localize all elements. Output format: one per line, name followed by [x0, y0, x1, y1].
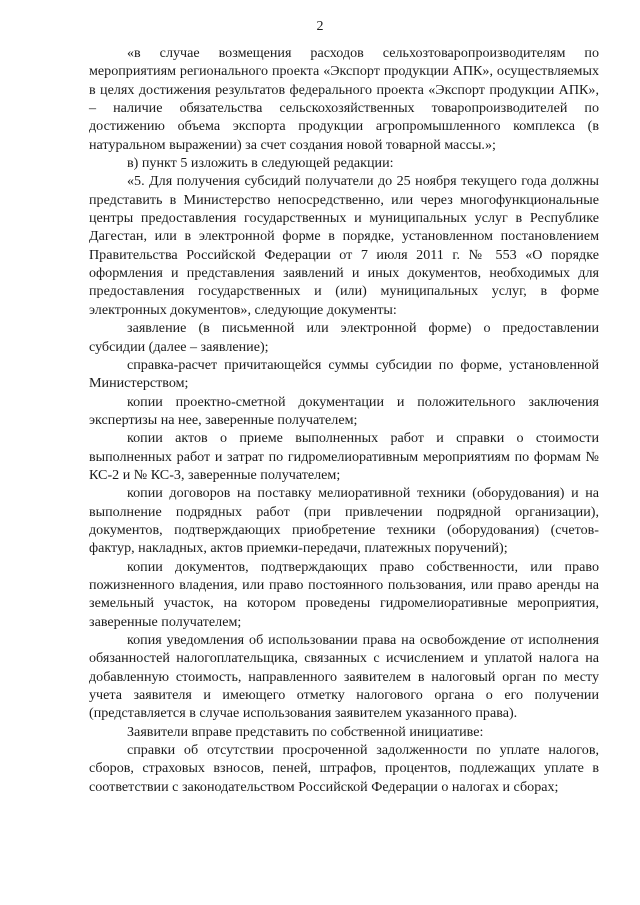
list-item-land-rights: копии документов, подтверждающих право собственности, или право пожизненного владения, или право постоянного пользования, или право аренды на земельный участок, на котором проведены гидромелиоративные мероприятия, заверенные получателем; [89, 558, 599, 630]
list-item-tax-certificates: справки об отсутствии просроченной задолженности по уплате налогов, сборов, страховых взносов, пеней, штрафов, процентов, подлежащих уплате в соответствии с законодательством Российской Федерации о налогах и сборах; [89, 742, 599, 795]
paragraph-item-5-intro: в) пункт 5 изложить в следующей редакции: [127, 155, 394, 172]
list-item-vat-notice: копия уведомления об использовании права на освобождение от исполнения обязанностей налогоплательщика, связанных с исчислением и уплатой налога на добавленную стоимость, направленного заявителем в налоговый орган по месту учета заявителя и имеющего отметку налогового органа о его получении (представляется в случае использования заявителем указанного права). [89, 632, 599, 722]
list-item-supply-contracts: копии договоров на поставку мелиоративной техники (оборудования) и на выполнение подрядных работ (при привлечении подрядной организации), документов, подтверждающих приобретение техники (оборудования) (счетов-фактур, накладных, актов приемки-передачи, платежных поручений); [89, 485, 599, 557]
body-text [89, 44, 599, 796]
paragraph-export-obligation: «в случае возмещения расходов сельхозтоваропроизводителям по мероприятиям регионального проекта «Экспорт продукции АПК», осуществляемых в целях достижения результатов федерального проекта «Экспорт продукции АПК», – наличие обязательства сельскохозяйственных товаропроизводителей по достижению объема экспорта продукции агропромышленного комплекса (в натуральном выражении) за счет создания новой товарной массы.»; [89, 45, 599, 153]
list-item-application: заявление (в письменной или электронной форме) о предоставлении субсидии (далее – заявление); [89, 320, 599, 355]
list-item-acceptance-acts: копии актов о приеме выполненных работ и справки о стоимости выполненных работ и затрат по гидромелиоративным мероприятиям по формам № КС-2 и № КС-3, заверенные получателем; [89, 430, 599, 483]
paragraph-optional-docs: Заявители вправе представить по собственной инициативе: [127, 723, 484, 740]
paragraph-item-5-text: «5. Для получения субсидий получатели до 25 ноября текущего года должны представить в Министерство непосредственно, или через многофункциональные центры предоставления государственных и муниципальных услуг в Республике Дагестан, или в электронной форме в порядке, установленном постановлением Правительства Российской Федерации от 7 июля 2011 г. № 553 «О порядке оформления и представления заявлений и иных документов, необходимых для предоставления государственных и (или) муниципальных услуг, в форме электронных документов», следующие документы: [89, 173, 599, 318]
page-number: 2 [316, 19, 324, 34]
list-item-design-docs: копии проектно-сметной документации и положительного заключения экспертизы на нее, заверенные получателем; [89, 393, 599, 428]
list-item-calculation: справка-расчет причитающейся суммы субсидии по форме, установленной Министерством; [89, 356, 599, 392]
